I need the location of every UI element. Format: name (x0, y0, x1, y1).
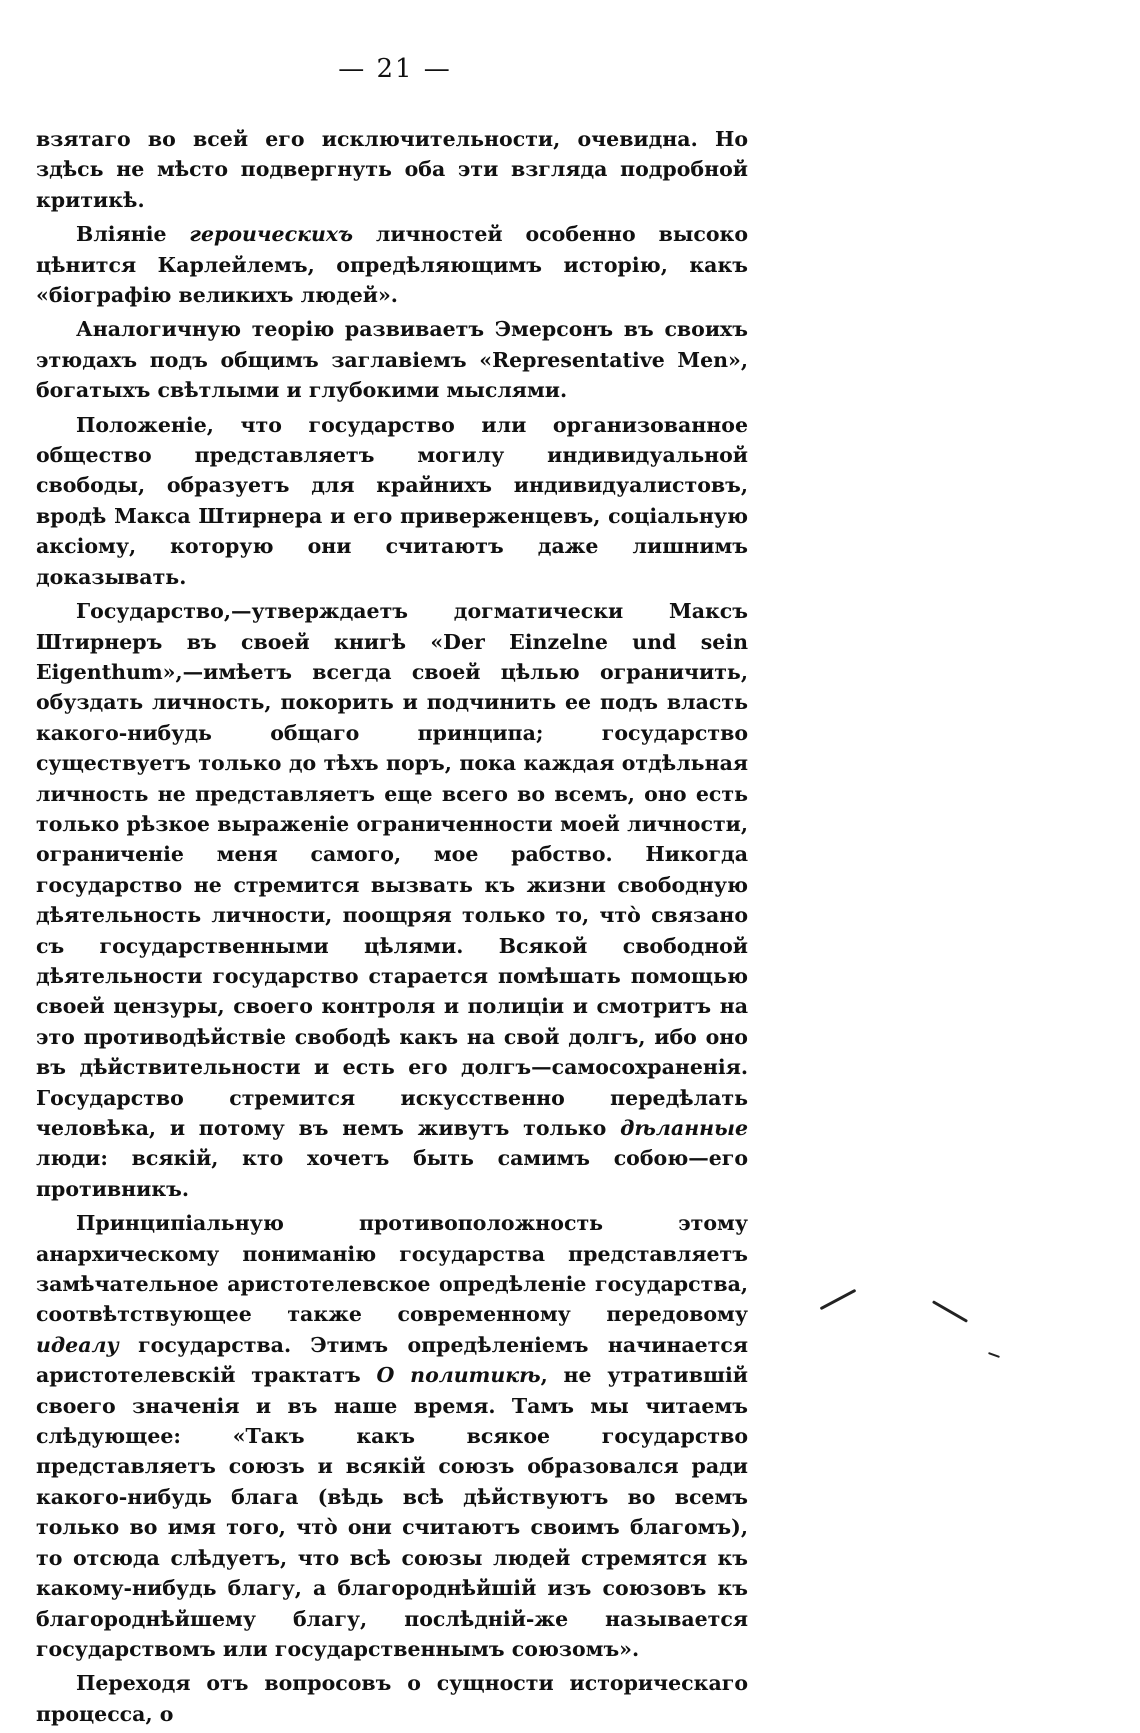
paragraph (36, 1668, 748, 1729)
text-segment: , не утратившій своего значенія и въ наше время. Тамъ мы читаемъ слѣдующее: «Такъ какъ всякое государство представляетъ союзъ и всякій союзъ образовался ради какого-нибудь блага (вѣдь всѣ дѣйствуютъ во всемъ только во имя того, что̀ они считаютъ своимъ благомъ), то отсюда слѣдуетъ, что всѣ союзы людей стремятся къ какому-нибудь благу, а благороднѣйшій изъ союзовъ къ благороднѣйшему благу, послѣдній-же называется государствомъ или государственнымъ союзомъ». (36, 1363, 748, 1661)
paragraph (36, 124, 748, 215)
italic-text: героическихъ (189, 222, 353, 247)
italic-text: дѣланные (620, 1116, 748, 1140)
text-segment: Государство,—утверждаетъ догматически Максъ Штирнеръ въ своей книгѣ «Der Einzelne und sein Eigenthum»,—имѣетъ всегда своей цѣлью ограничить, обуздать личность, покорить и подчинить ее подъ власть какого-нибудь общаго принципа; государство существуетъ только до тѣхъ поръ, пока каждая отдѣльная личность не представляетъ еще всего во всемъ, оно есть только рѣзкое выраженіе ограниченности моей личности, ограниченіе меня самого, мое рабство. Никогда государство не стремится вызвать къ жизни свободную дѣятельность личности, поощряя только то, что̀ связано съ государственными цѣлями. Всякой свободной дѣятельности государство старается помѣшать помощью своей цензуры, своего контроля и полиціи и смотритъ на это противодѣйствіе свободѣ какъ на свой долгъ, ибо оно въ дѣйствительности и есть его долгъ—самосохраненія. Государство стремится искусственно передѣлать человѣка, и потому въ немъ живутъ только (36, 599, 748, 1140)
italic-text: О политикѣ (376, 1363, 541, 1388)
italic-text: идеалу (36, 1332, 119, 1357)
page-number: — 21 — (338, 54, 452, 84)
ink-smudge (932, 1300, 968, 1323)
paragraph (36, 410, 748, 592)
text-segment: люди: всякій, кто хочетъ быть самимъ собою—его противникъ. (36, 1146, 748, 1201)
text-segment: Переходя отъ вопросовъ о сущности историческаго процесса, о (36, 1671, 748, 1726)
ink-smudge (988, 1352, 1000, 1358)
text-segment: Положеніе, что государство или организованное общество представляетъ могилу индивидуальной свободы, образуетъ для крайнихъ индивидуалистовъ, вродѣ Макса Штирнера и его приверженцевъ, соціальную аксіому, которую они считаютъ даже лишнимъ доказывать. (36, 412, 748, 589)
text-segment: Вліяніе (76, 222, 190, 247)
text-segment: Принципіальную противоположность этому анархическому пониманію государства представляетъ замѣчательное аристотелевское опредѣленіе государства, соотвѣтствующее также современному передовому (36, 1211, 748, 1327)
paragraph (36, 314, 748, 405)
paragraph (36, 1208, 748, 1664)
text-segment: государства. Этимъ опредѣленіемъ начинается аристотелевскій трактатъ (36, 1332, 748, 1388)
body-text (36, 124, 748, 1733)
paragraph (36, 219, 748, 310)
text-segment: взятаго во всей его исключительности, очевидна. Но здѣсь не мѣсто подвергнуть оба эти взгляда подробной критикѣ. (36, 127, 748, 212)
text-segment: личностей особенно высоко цѣнится Карлейлемъ, опредѣляющимъ исторію, какъ «біографію великихъ людей». (36, 222, 749, 308)
text-segment: Аналогичную теорію развиваетъ Эмерсонъ въ своихъ этюдахъ подъ общимъ заглавіемъ «Representative Men», богатыхъ свѣтлыми и глубокими мыслями. (36, 317, 748, 403)
ink-smudge (820, 1289, 857, 1310)
paragraph (36, 596, 748, 1204)
